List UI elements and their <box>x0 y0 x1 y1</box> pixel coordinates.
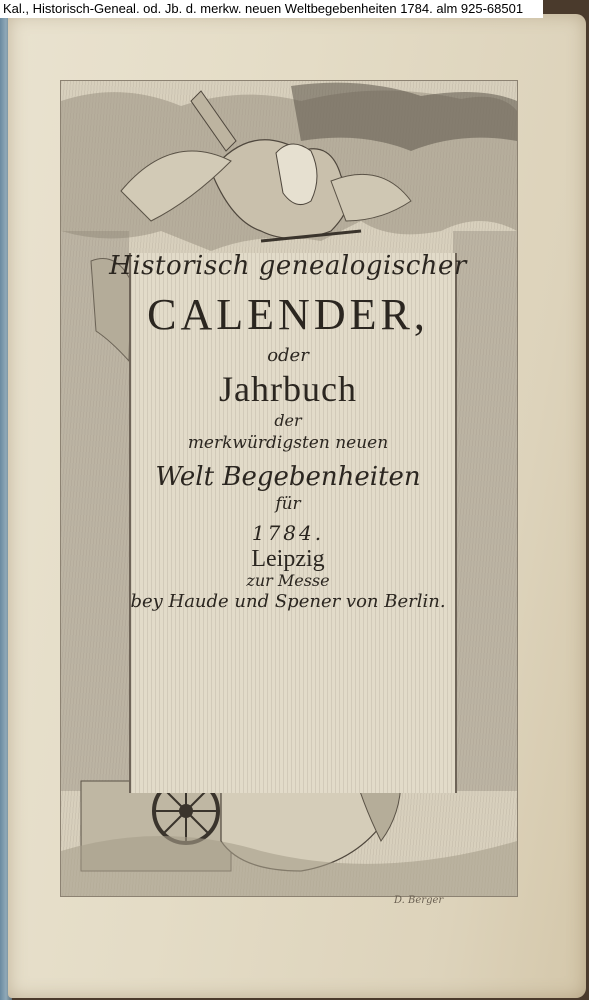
title-block <box>60 245 516 611</box>
title-line-oder: oder <box>267 345 309 366</box>
title-line-calender: CALENDER, <box>147 290 429 339</box>
title-line-merkwuerdigsten: merkwürdigsten neuen <box>187 433 389 453</box>
title-line-leipzig: Leipzig <box>251 546 325 572</box>
title-line-fuer: für <box>275 494 301 514</box>
title-line-welt-begebenheiten: Welt Begebenheiten <box>155 462 421 492</box>
title-line-der: der <box>274 411 302 430</box>
image-caption: Kal., Historisch-Geneal. od. Jb. d. merkw. neuen Weltbegebenheiten 1784. alm 925-68501 <box>0 0 543 18</box>
title-line-historisch: Historisch genealogischer <box>109 251 467 281</box>
title-line-jahrbuch: Jahrbuch <box>219 369 357 409</box>
title-line-year: 1784. <box>251 521 325 545</box>
engraver-signature-right: D. Berger <box>394 895 444 906</box>
title-line-publisher: bey Haude und Spener von Berlin. <box>130 591 446 612</box>
title-line-messe: zur Messe <box>246 571 330 590</box>
